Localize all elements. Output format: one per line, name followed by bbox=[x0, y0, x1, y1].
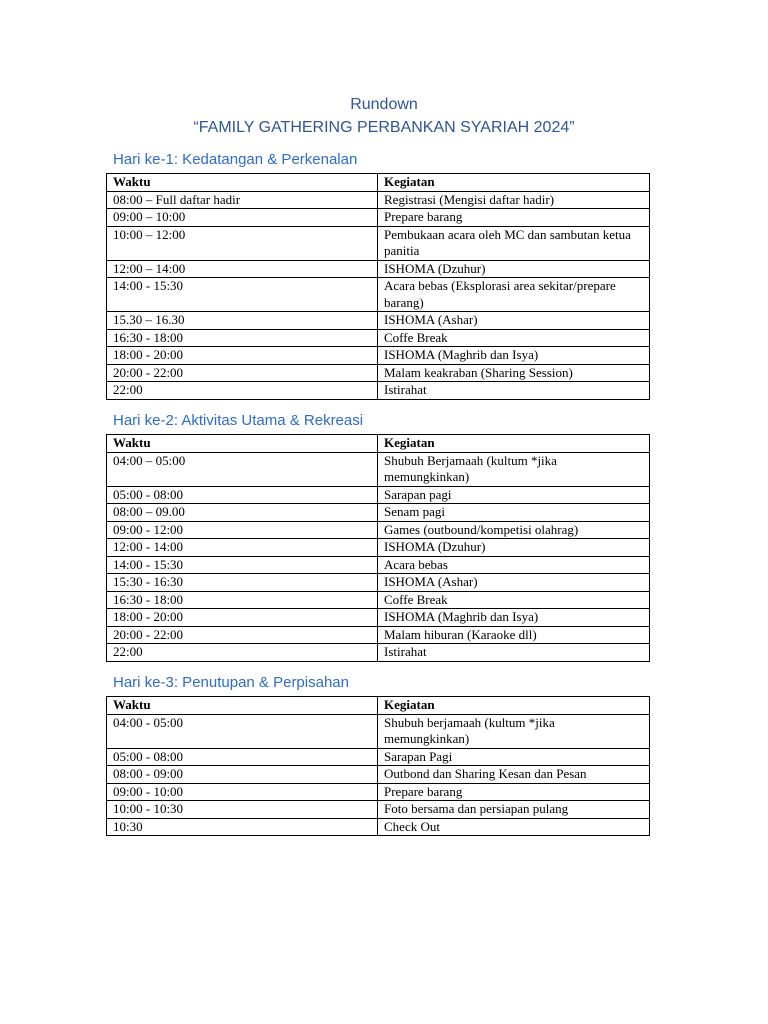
activity-column-header: Kegiatan bbox=[378, 697, 650, 715]
time-cell: 04:00 - 05:00 bbox=[107, 714, 378, 748]
time-cell: 10:00 – 12:00 bbox=[107, 226, 378, 260]
day-2-heading: Hari ke-2: Aktivitas Utama & Rekreasi bbox=[113, 412, 364, 429]
activity-cell: ISHOMA (Dzuhur) bbox=[378, 260, 650, 278]
time-cell: 22:00 bbox=[107, 382, 378, 400]
time-cell: 05:00 - 08:00 bbox=[107, 748, 378, 766]
time-cell: 08:00 - 09:00 bbox=[107, 766, 378, 784]
table-row bbox=[107, 209, 650, 227]
time-cell: 08:00 – Full daftar hadir bbox=[107, 191, 378, 209]
activity-column-header: Kegiatan bbox=[378, 174, 650, 192]
time-cell: 12:00 - 14:00 bbox=[107, 539, 378, 557]
activity-cell: ISHOMA (Maghrib dan Isya) bbox=[378, 609, 650, 627]
time-column-header: Waktu bbox=[107, 174, 378, 192]
table-row bbox=[107, 452, 650, 486]
table-row bbox=[107, 626, 650, 644]
table-row bbox=[107, 574, 650, 592]
time-column-header: Waktu bbox=[107, 435, 378, 453]
table-row bbox=[107, 714, 650, 748]
table-header-row bbox=[107, 174, 650, 192]
table-row bbox=[107, 191, 650, 209]
time-cell: 09:00 – 10:00 bbox=[107, 209, 378, 227]
time-cell: 09:00 - 12:00 bbox=[107, 521, 378, 539]
table-row bbox=[107, 539, 650, 557]
activity-column-header: Kegiatan bbox=[378, 435, 650, 453]
activity-cell: Coffe Break bbox=[378, 591, 650, 609]
activity-cell: Senam pagi bbox=[378, 504, 650, 522]
table-row bbox=[107, 382, 650, 400]
activity-cell: Istirahat bbox=[378, 382, 650, 400]
day-3-table bbox=[106, 696, 650, 836]
activity-cell: Registrasi (Mengisi daftar hadir) bbox=[378, 191, 650, 209]
time-cell: 04:00 – 05:00 bbox=[107, 452, 378, 486]
time-cell: 15.30 – 16.30 bbox=[107, 312, 378, 330]
activity-cell: Sarapan pagi bbox=[378, 486, 650, 504]
time-cell: 16:30 - 18:00 bbox=[107, 329, 378, 347]
table-header-row bbox=[107, 697, 650, 715]
day-1-heading: Hari ke-1: Kedatangan & Perkenalan bbox=[113, 151, 358, 168]
activity-cell: Acara bebas (Eksplorasi area sekitar/prepare barang) bbox=[378, 278, 650, 312]
document-title: Rundown bbox=[350, 96, 418, 113]
time-cell: 20:00 - 22:00 bbox=[107, 364, 378, 382]
activity-cell: Shubuh berjamaah (kultum *jika memungkinkan) bbox=[378, 714, 650, 748]
table-row bbox=[107, 504, 650, 522]
table-row bbox=[107, 278, 650, 312]
table-row bbox=[107, 818, 650, 836]
activity-cell: Pembukaan acara oleh MC dan sambutan ketua panitia bbox=[378, 226, 650, 260]
activity-cell: Foto bersama dan persiapan pulang bbox=[378, 801, 650, 819]
table-row bbox=[107, 312, 650, 330]
table-row bbox=[107, 766, 650, 784]
activity-cell: Malam keakraban (Sharing Session) bbox=[378, 364, 650, 382]
time-cell: 22:00 bbox=[107, 644, 378, 662]
activity-cell: Malam hiburan (Karaoke dll) bbox=[378, 626, 650, 644]
activity-cell: Istirahat bbox=[378, 644, 650, 662]
activity-cell: Acara bebas bbox=[378, 556, 650, 574]
table-row bbox=[107, 783, 650, 801]
activity-cell: Check Out bbox=[378, 818, 650, 836]
activity-cell: Prepare barang bbox=[378, 209, 650, 227]
time-cell: 18:00 - 20:00 bbox=[107, 347, 378, 365]
table-row bbox=[107, 347, 650, 365]
table-row bbox=[107, 260, 650, 278]
time-cell: 10:00 - 10:30 bbox=[107, 801, 378, 819]
table-row bbox=[107, 486, 650, 504]
table-row bbox=[107, 591, 650, 609]
table-row bbox=[107, 748, 650, 766]
table-row bbox=[107, 609, 650, 627]
time-cell: 16:30 - 18:00 bbox=[107, 591, 378, 609]
table-row bbox=[107, 556, 650, 574]
time-cell: 05:00 - 08:00 bbox=[107, 486, 378, 504]
table-row bbox=[107, 521, 650, 539]
table-row bbox=[107, 329, 650, 347]
time-cell: 20:00 - 22:00 bbox=[107, 626, 378, 644]
activity-cell: Outbond dan Sharing Kesan dan Pesan bbox=[378, 766, 650, 784]
table-header-row bbox=[107, 435, 650, 453]
document-subtitle: “FAMILY GATHERING PERBANKAN SYARIAH 2024” bbox=[193, 119, 575, 136]
time-cell: 12:00 – 14:00 bbox=[107, 260, 378, 278]
activity-cell: Shubuh Berjamaah (kultum *jika memungkinkan) bbox=[378, 452, 650, 486]
activity-cell: ISHOMA (Ashar) bbox=[378, 574, 650, 592]
table-row bbox=[107, 364, 650, 382]
activity-cell: ISHOMA (Maghrib dan Isya) bbox=[378, 347, 650, 365]
day-2-table bbox=[106, 434, 650, 662]
time-cell: 09:00 - 10:00 bbox=[107, 783, 378, 801]
time-column-header: Waktu bbox=[107, 697, 378, 715]
table-row bbox=[107, 226, 650, 260]
day-3-heading: Hari ke-3: Penutupan & Perpisahan bbox=[113, 674, 349, 691]
activity-cell: Games (outbound/kompetisi olahrag) bbox=[378, 521, 650, 539]
time-cell: 08:00 – 09.00 bbox=[107, 504, 378, 522]
table-row bbox=[107, 801, 650, 819]
day-1-table bbox=[106, 173, 650, 400]
time-cell: 10:30 bbox=[107, 818, 378, 836]
time-cell: 14:00 - 15:30 bbox=[107, 556, 378, 574]
table-row bbox=[107, 644, 650, 662]
time-cell: 14:00 - 15:30 bbox=[107, 278, 378, 312]
activity-cell: Sarapan Pagi bbox=[378, 748, 650, 766]
activity-cell: ISHOMA (Ashar) bbox=[378, 312, 650, 330]
activity-cell: Prepare barang bbox=[378, 783, 650, 801]
activity-cell: Coffe Break bbox=[378, 329, 650, 347]
activity-cell: ISHOMA (Dzuhur) bbox=[378, 539, 650, 557]
time-cell: 18:00 - 20:00 bbox=[107, 609, 378, 627]
time-cell: 15:30 - 16:30 bbox=[107, 574, 378, 592]
